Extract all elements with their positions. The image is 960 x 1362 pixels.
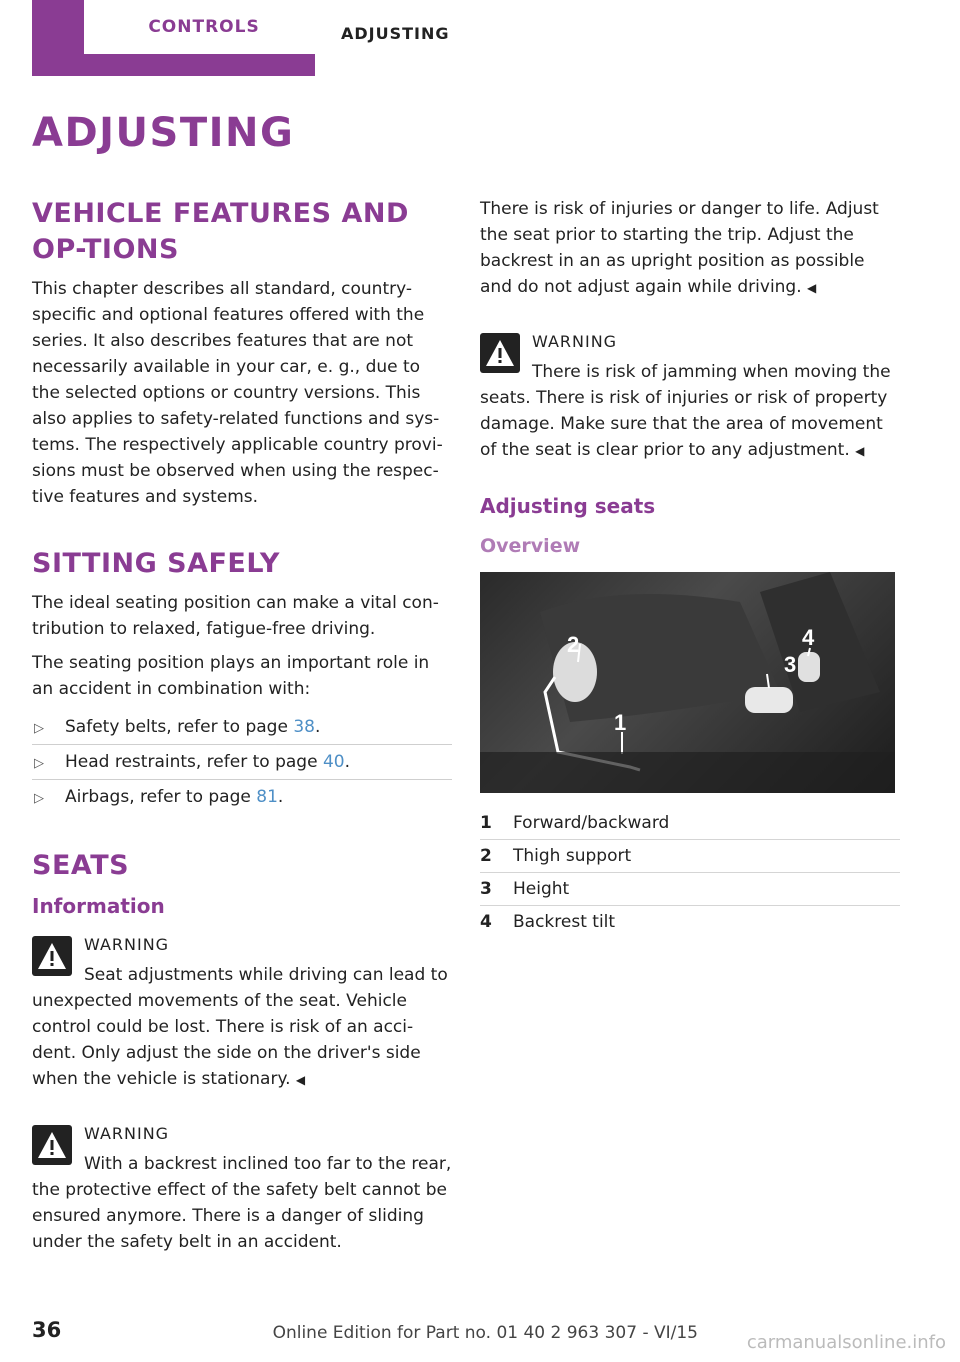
list-item: 2 Thigh support xyxy=(480,840,900,873)
warning-triangle-icon xyxy=(480,333,520,373)
list-item: ▷ Head restraints, refer to page 40. xyxy=(32,745,452,780)
sitting-text-2: The seating position plays an important role in an accident in combination with: xyxy=(32,653,430,699)
list-item: 1 Forward/backward xyxy=(480,807,900,840)
page-link[interactable]: 38 xyxy=(293,717,315,737)
sitting-safely-heading: SITTING SAFELY xyxy=(32,548,280,579)
warning-text: There is risk of jamming when moving the seats. There is risk of injuries or risk of property damage. Make sure that the area of movement of the seat is clear prior to any adjustment. ◀ xyxy=(480,362,891,460)
list-item: ▷ Airbags, refer to page 81. xyxy=(32,780,452,814)
warning-text: Seat adjustments while driving can lead to unexpected movements of the seat. Vehicle control could be lost. There is risk of an acci-dent. Only adjust the side on the driver's side when the vehicle is stationary. ◀ xyxy=(32,965,448,1089)
end-mark: ◀ xyxy=(807,281,817,295)
warning-box xyxy=(32,1121,452,1255)
list-item: 4 Backrest tilt xyxy=(480,912,616,932)
list-item: 3 Height xyxy=(480,873,900,906)
end-mark: ◀ xyxy=(855,444,865,458)
photo-label-4: 4 xyxy=(802,625,815,650)
page-link[interactable]: 81 xyxy=(256,787,278,807)
breadcrumb: ADJUSTING xyxy=(341,24,450,43)
photo-label-2: 2 xyxy=(567,632,580,657)
page-link[interactable]: 40 xyxy=(322,752,345,772)
information-heading: Information xyxy=(32,894,165,918)
seats-heading: SEATS xyxy=(32,850,130,881)
warning-box xyxy=(32,932,452,1093)
right-column xyxy=(480,196,900,938)
photo-label-1: 1 xyxy=(614,710,627,735)
warning-title: WARNING xyxy=(532,332,618,351)
adjusting-seats-heading: Adjusting seats xyxy=(480,494,656,518)
seat-controls-photo xyxy=(480,572,895,793)
vehicle-features-heading: VEHICLE FEATURES AND OP-TIONS xyxy=(32,198,409,265)
vehicle-features-text: This chapter describes all standard, country-specific and optional features offered with the series. It also describes features that are not necessarily available in your car, e. g., due to the selected options or country versions. This also applies to safety-related functions and sys-tems. The respectively applicable country provi-sions must be observed when using the respec-tive features and systems. xyxy=(32,279,443,507)
chapter-tab-label: CONTROLS xyxy=(84,0,324,54)
overview-heading: Overview xyxy=(480,535,581,557)
triangle-right-icon: ▷ xyxy=(34,721,44,736)
footer-edition: Online Edition for Part no. 01 40 2 963 307 - VI/15 xyxy=(272,1323,698,1343)
end-mark: ◀ xyxy=(295,1073,306,1087)
page-number: 36 xyxy=(32,1318,62,1342)
left-column xyxy=(32,196,452,1263)
photo-legend xyxy=(480,807,900,938)
header-tab xyxy=(32,0,315,76)
warning-triangle-icon xyxy=(32,936,72,976)
list-item: ▷ Safety belts, refer to page 38. xyxy=(32,710,452,745)
photo-label-3: 3 xyxy=(784,652,797,677)
warning-title: WARNING xyxy=(84,1124,170,1143)
bullet-list xyxy=(32,710,452,814)
warning-text: With a backrest inclined too far to the rear, the protective effect of the safety belt cannot be ensured anymore. There is a danger of sliding under the safety belt in an accident. xyxy=(32,1154,452,1252)
continued-text: There is risk of injuries or danger to life. Adjust the seat prior to starting the trip. Adjust the backrest in an as upright position as possible and do not adjust again while driving. ◀ xyxy=(480,199,879,297)
warning-box xyxy=(480,329,900,464)
watermark: carmanualsonline.info xyxy=(746,1332,946,1353)
page-title: ADJUSTING xyxy=(32,110,295,156)
warning-title: WARNING xyxy=(84,935,170,954)
warning-triangle-icon xyxy=(32,1125,72,1165)
triangle-right-icon: ▷ xyxy=(34,791,44,806)
triangle-right-icon: ▷ xyxy=(34,756,44,771)
sitting-text-1: The ideal seating position can make a vital con-tribution to relaxed, fatigue-free driving. xyxy=(32,593,439,639)
